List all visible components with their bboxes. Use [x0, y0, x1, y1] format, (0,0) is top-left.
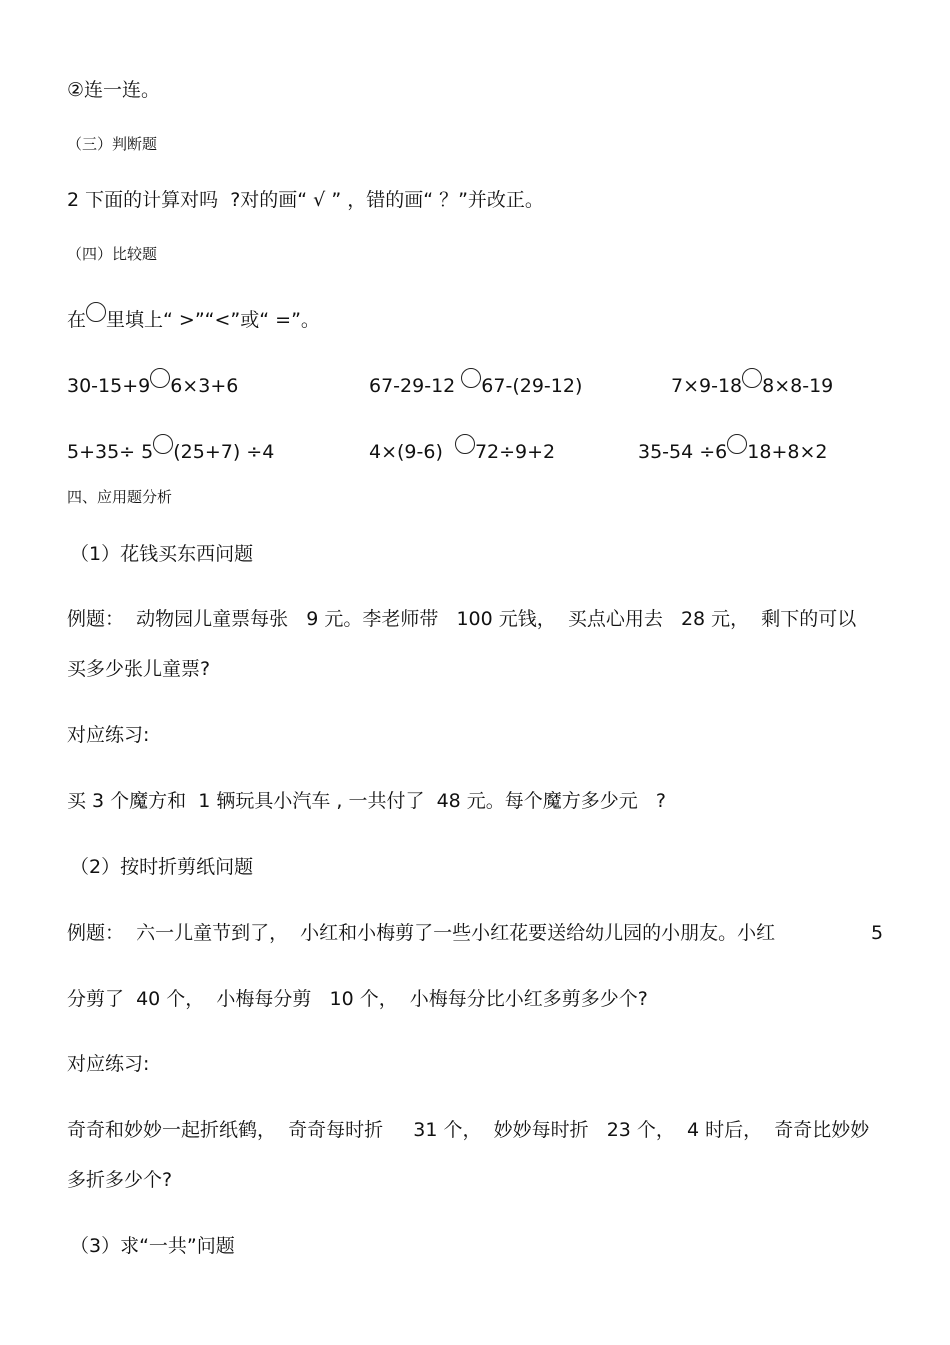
- practice-label: 对应练习:: [67, 724, 150, 746]
- blank-circle-icon: [153, 434, 173, 454]
- compare-left: 67-29-12: [369, 375, 462, 397]
- section-judgment-heading: （三）判断题: [67, 135, 158, 153]
- blank-circle-icon: [455, 434, 475, 454]
- subsection-total-heading: （3）求“一共”问题: [70, 1235, 235, 1257]
- section-compare-heading: （四）比较题: [67, 245, 158, 263]
- compare-item-1: [67, 368, 238, 396]
- blank-circle-icon: [461, 368, 481, 388]
- compare-right: (25+7) ÷4: [173, 441, 275, 463]
- compare-left: 5+35÷ 5: [67, 441, 154, 463]
- judgment-instruction: 2 下面的计算对吗 ?对的画“ √ ” ，错的画“ ？”并改正。: [67, 189, 544, 211]
- subsection-shopping-heading: （1）花钱买东西问题: [70, 543, 254, 565]
- item-connect: ②连一连。: [67, 79, 161, 101]
- blank-circle-icon: [727, 434, 747, 454]
- compare-left: 30-15+9: [67, 375, 151, 397]
- compare-item-5: [369, 434, 555, 462]
- practice-cranes-line1: 奇奇和妙妙一起折纸鹤， 奇奇每时折 31 个， 妙妙每时折 23 个， 4 时后， 奇奇比妙妙: [67, 1119, 870, 1141]
- compare-item-4: [67, 434, 274, 462]
- section-application-heading: 四、应用题分析: [67, 488, 173, 506]
- compare-right: 72÷9+2: [474, 441, 556, 463]
- compare-item-3: [671, 368, 833, 396]
- compare-right: 6×3+6: [170, 375, 239, 397]
- blank-circle-icon: [150, 368, 170, 388]
- compare-instruction-post: 里填上“ >”“<”或“ =”。: [106, 309, 320, 331]
- example-shopping-line2: 买多少张儿童票?: [67, 658, 211, 680]
- blank-circle-icon: [742, 368, 762, 388]
- compare-instruction-pre: 在: [67, 309, 87, 331]
- example-time-line2: 分剪了 40 个， 小梅每分剪 10 个， 小梅每分比小红多剪多少个?: [67, 988, 648, 1010]
- compare-right: 8×8-19: [762, 375, 834, 397]
- example-time-line1-number: 5: [871, 922, 884, 944]
- example-time-line1: 例题： 六一儿童节到了， 小红和小梅剪了一些小红花要送给幼儿园的小朋友。小红: [67, 922, 776, 944]
- practice-label: 对应练习:: [67, 1053, 150, 1075]
- compare-item-2: [369, 368, 582, 396]
- practice-cranes-line2: 多折多少个?: [67, 1169, 173, 1191]
- example-shopping-line1: 例题： 动物园儿童票每张 9 元。李老师带 100 元钱， 买点心用去 28 元， 剩下的可以: [67, 608, 857, 630]
- subsection-time-heading: （2）按时折剪纸问题: [70, 856, 254, 878]
- compare-left: 4×(9-6): [369, 441, 455, 463]
- compare-instruction: [67, 302, 320, 330]
- compare-left: 35-54 ÷6: [638, 441, 728, 463]
- compare-right: 18+8×2: [747, 441, 828, 463]
- blank-circle-icon: [86, 302, 106, 322]
- compare-item-6: [638, 434, 827, 462]
- compare-left: 7×9-18: [671, 375, 743, 397]
- compare-right: 67-(29-12): [481, 375, 583, 397]
- practice-shopping: 买 3 个魔方和 1 辆玩具小汽车 , 一共付了 48 元。每个魔方多少元 ?: [67, 790, 666, 812]
